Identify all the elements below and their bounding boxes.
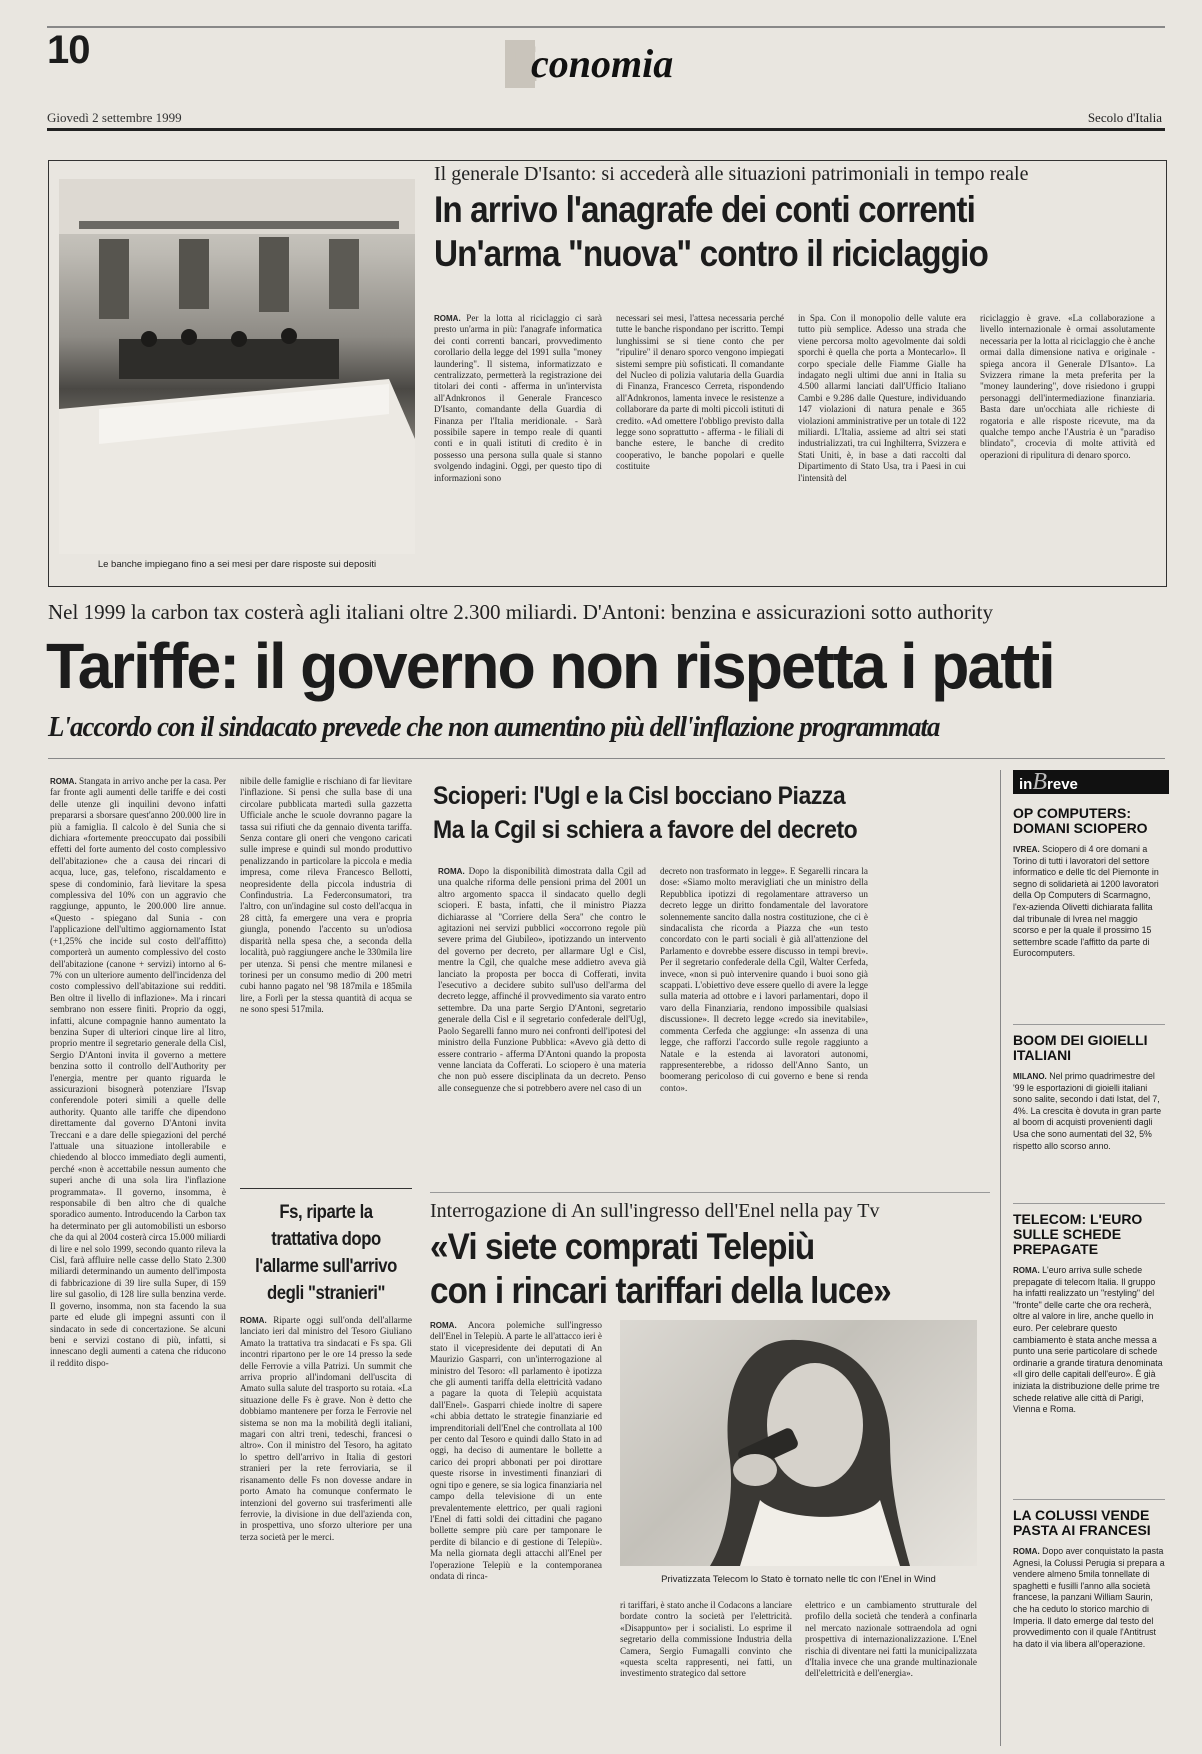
column-text: Stangata in arrivo anche per la casa. Per far fronte agli aumenti delle tariffe e dei costi delle utenze gli inquilini devono infatti prepararsi a sborsare quest'anno 200.000 lire in più a famiglia. Il calcolo è del Sunia che si dichiara «fortemente preoccupato dai possibili effetti del forte aumento del costo complessivo dell'abitazione» che a causa dei rincari di acqua, luce, gas, telefono, riscaldamento e spese di condominio, farà lievitare la spesa complessiva del 10% con un aggravio che raggiunge, appunto, le 200.000 lire annue. «Questo - spiegano dal Sunia - con l'applicazione dell'ultimo aggiornamento Istat (+1,25% che incide sul costo dell'affitto) comporterà un aumento complessivo del costo dell'abitazione (canone + servizi) intorno al 6-7% con un ulteriore aumento dell'incidenza del costo complessivo dell'abitazione sui redditi. Ben oltre il livello di inflazione». Ma i rincari sembrano non essere finiti. Proprio da oggi, infatti, alcune compagnie hanno aumentato la benzina Super di ulteriori cinque lire al litro, proprio mentre il segretario generale della Cisl, Sergio D'Antoni invita il governo a mettere benzina sotto il controllo dell'Authority per l'energia, mentre per quanto riguarda le assicurazioni bisognerà potenziare l'Isvap conferendole poteri simili a quelle delle authority. Quanto alle tariffe che dipendono direttamente dal governo D'Antoni invita Treccani e a dare delle spiegazioni del perché l'attuale una situazione intollerabile e chiedendo al blocco immediato degli aumenti, perché «non è accettabile nessun aumento che superi anche di una sola lira l'inflazione programmata». Il governo, insomma, è responsabile di ben altro che di qualche sporadico aumento. Introducendo la Carbon tax ha determinato per gli automobilisti un esborso che da qui al 2004 costerà circa 15.000 miliardi di lire e nel solo 1999, secondo quanto rileva la Cisl, farà affluire nelle casse dello Stato 2.300 miliardi determinando un aumento dell'imposta di fabbricazione di 39 lire sulla Super, di 159 lire sul gasolio, di 128 lire sulla benzina verde. Il governo, insomma, non sta facendo la sua parte ed elude gli impegni assunti con il sindacato in sede di concertazione. Se alcuni beni e servizi costano di più, infatti, si innescano degli aumenti a catena che riducono il reddito dispo-: [50, 776, 226, 1368]
label-rest: reve: [1047, 776, 1078, 793]
scioperi-headline-line2: Ma la Cgil si schiera a favore del decreto: [433, 816, 858, 844]
dateline: ROMA.: [240, 1316, 267, 1325]
brief-body: Nel primo quadrimestre del '99 le esportazioni di gioielli italiani sono salite, secondo i dati Istat, del 7, 4%. La crescita è dovuta in gran parte al boom di acquisti provenienti dagli Usa che sono aumentati del 32, 5% rispetto allo scorso anno.: [1013, 1071, 1162, 1151]
kicker: Nel 1999 la carbon tax costerà agli italiani oltre 2.300 miliardi. D'Antoni: benzina e assicurazioni sotto authority: [48, 600, 994, 624]
dateline: ROMA.: [50, 777, 77, 786]
brief-text: [1013, 1071, 1165, 1191]
masthead-rule: [47, 128, 1165, 131]
column-text: riciclaggio è grave. «La collaborazione a livello internazionale è ormai assolutamente necessaria per la lotta al riciclaggio che è anche ormai dalla dimensione nativa e originale - spiega ancora il Generale D'Isanto». La Svizzera rimane la meta preferita per la "money laundering", dove risiedono i gruppi personaggi dell'intermediazione finanziaria. Basta dare un'occhiata alle richieste di rogatoria e alle risposte ricevute, ma da qualche tempo anche l'Austria è un "paradiso blindato", crocevia di molte attività ed operazioni di ripulitura di denaro sporco.: [980, 313, 1155, 460]
column-text: elettrico e un cambiamento strutturale del profilo della società che tenderà a confinarla nel mercato nazionale sottraendola ad ogni prospettiva di internazionalizzazione. L'Enel rischia di diventare nei fatti la municipalizzata d'Italia invece che una grande multinazionale dell'elettricità e dell'energia».: [805, 1600, 977, 1679]
headline-line2: Un'arma "nuova" contro il riciclaggio: [434, 233, 988, 274]
column-text: nibile delle famiglie e rischiano di far lievitare l'inflazione. Si pensi che sulla base di una circolare pubblicata martedì sulla gazzetta Ufficiale anche le scuole dovranno pagare la tassa sui rifiuti che da gennaio diventa tariffa. Senza contare gli oneri che vengono caricati sulle imprese e quindi sul mondo produttivo penalizzando in particolare la piccola e media impresa, come rileva Francesco Bellotti, neopresidente della piccola industria di Confindustria. La Federconsumatori, tra l'altro, con un'indagine sul costo dell'acqua in 28 città, fa emergere una vera e propria giungla, ponendo l'accento su un'odiosa disparità nella spesa che, a seconda della località, può raggiungere anche le 330mila lire per utenza. Si pensi che mentre milanesi e torinesi per un consumo medio di 200 metri cubi hanno pagato nel '98 187mila e 185mila lire, a Forlì per la stessa quantità di acqua se ne sono spesi 517mila.: [240, 776, 412, 1015]
dateline: ROMA.: [438, 867, 465, 876]
top-rule: [47, 26, 1165, 28]
article-column: [438, 866, 646, 1176]
article-column: [616, 313, 784, 578]
headline-line1: In arrivo l'anagrafe dei conti correnti: [434, 189, 975, 230]
column-text: Riparte oggi sull'onda dell'allarme lanciato ieri dal ministro del Tesoro Giuliano Amato la trattativa tra sindacati e Fs spa. Gli incontri ripartono per le ore 14 presso la sede delle Ferrovie a villa Patrizi. Un summit che arriva proprio all'indomani dell'uscita di Amato sulla salute del trasporto su rotaia. «La situazione delle Fs è grave. Non è detto che dobbiamo mantenere per forza le Ferrovie nel sistema se non ma la mobilità degli italiani, magari con altri treni, tedeschi, francesi o altro». Con il ministro del Tesoro, ha agitato lo spettro dell'arrivo in Italia di gestori stranieri per la rete ferroviaria, se il risanamento delle Fs non dovesse andare in porto Amato ha comunque confermato le intenzioni del governo sui trasferimenti alle ferrovie, la divisione in due dell'azienda con, in prospettiva, uno sforzo ulteriore per una terza società per le merci.: [240, 1315, 412, 1542]
woman-on-phone-photo: [620, 1320, 977, 1566]
article-column: [240, 776, 412, 1066]
telepiu-headline-line2: con i rincari tariffari della luce»: [430, 1270, 891, 1311]
in-breve-sidebar: [1000, 770, 1169, 1746]
scioperi-headline-line1: Scioperi: l'Ugl e la Cisl bocciano Piazza: [433, 782, 846, 810]
article-column: [620, 1600, 792, 1745]
brief-title: LA COLUSSI VENDE PASTA AI FRANCESI: [1013, 1507, 1151, 1538]
brief-title: TELECOM: L'EURO SULLE SCHEDE PREPAGATE: [1013, 1211, 1143, 1257]
brief-title: BOOM DEI GIOIELLI ITALIANI: [1013, 1032, 1148, 1063]
kicker: Interrogazione di An sull'ingresso dell'Enel nella pay Tv: [430, 1200, 880, 1222]
label-initial: B: [1032, 769, 1048, 795]
in-breve-label: [1013, 770, 1169, 794]
main-headline: Tariffe: il governo non rispetta i patti: [46, 630, 1054, 702]
issue-date: Giovedì 2 settembre 1999: [47, 110, 182, 125]
brief-text: [1013, 1265, 1165, 1487]
column-text: decreto non trasformato in legge». E Segarelli rincara la dose: «Siamo molto meravigliati che un ministro della Repubblica ipotizzi di regolamentare attraverso un decreto legge un diritto fondamentale del lavoratore solennemente sancito dalla nostra costituzione, che ci è sindacalista che ricorda a Piazza che «un testo concordato con le parti sociali è già all'attenzione del Parlamento e dovrebbe essere discusso in tempi brevi». Per il segretario confederale della Cgil, Walter Cerfeda, invece, «non si può intervenire quando i buoi sono già scappati. L'obiettivo deve essere quello di avere la legge sulla materia ad ottobre e i lavori parlamentari, dopo il varo della Finanziaria, rendono impossibile qualsiasi discussione». Il decreto legge «credo sia inevitabile», commenta Cerfeda che aggiunge: «In assenza di una legge, che rafforzi l'accordo sulle regole raggiunto a Natale e la estenda ai lavoratori autonomi, rappresenterebbe, a ridosso dell'Anno Santo, un boomerang pericoloso di cui governo e bene si renda conto».: [660, 866, 868, 1093]
brief-text: [1013, 844, 1165, 1012]
brief-item: [1013, 1499, 1165, 1696]
subhead: L'accordo con il sindacato prevede che non aumentino più dell'inflazione programmata: [48, 712, 940, 743]
dateline: IVREA.: [1013, 845, 1040, 854]
article-column: [50, 776, 226, 1746]
dateline: ROMA.: [1013, 1266, 1040, 1275]
brief-title: OP COMPUTERS: DOMANI SCIOPERO: [1013, 805, 1148, 836]
section-initial: E: [505, 36, 539, 92]
article-column: [805, 1600, 977, 1745]
dateline: MILANO.: [1013, 1072, 1047, 1081]
bank-office-photo: [59, 179, 415, 554]
article-column: [430, 1320, 602, 1590]
label-prefix: in: [1019, 776, 1033, 793]
column-text: Dopo la disponibilità dimostrata dalla Cgil ad una qualche riforma delle pensioni prima del 2001 un altro argomento spacca il sindacato quello degli scioperi. E basta, infatti, che il ministro Piazza dichiarasse al "Corriere della Sera" che contro le agitazioni nei servizi pubblici «occorrono regole più severe prima del Giubileo», ipotizzando un intervento del governo per decreto, per allarmare Ugl e Cisl, mentre la Cgil, che qualche mese addietro aveva già lanciato la proposta per bocca di Cofferati, invita l'esecutivo a decidere subito sull'uso dell'arma del decreto legge, affinché il provvedimento sia varato entro settembre. Da una parte Sergio D'Antoni, segretario generale della Cisl e il segretario confederale dell'Ugl, Paolo Segarelli fanno muro nei confronti dell'ipotesi del ministro della Funzione Pubblica: «Avevo già detto di essere contrario - afferma D'Antoni quando la proposta venne lanciata da Cofferati. Lo sciopero è una materia che non può essere disciplinata da un decreto. Penso alle conseguenze che si potrebbero avere nel caso di un: [438, 866, 646, 1093]
article-column: [434, 313, 602, 578]
newspaper-name: Secolo d'Italia: [1087, 110, 1162, 125]
page-number: 10: [47, 28, 90, 72]
fs-article: [240, 1188, 412, 1679]
column-text: necessari sei mesi, l'attesa necessaria perché tutte le banche rispondano per iscritto. Tempi lunghissimi se si tiene conto che per "ripulire" il denaro sporco vengono impiegati sistemi sempre più sofisticati. Il comandante del Nucleo di polizia valutaria della Guardia di Finanza, Francesco Cerreta, rispondendo all'Adnkronos, lamenta invece le resistenze a collaborare da parte di molti piccoli istituti di credito. «Ad omettere l'obbligo previsto dalla legge sono soprattutto - afferma - le filiali di banche estere, le banche di credito cooperativo, le banche popolari e quelle costituite: [616, 313, 784, 472]
photo-caption: Le banche impiegano fino a sei mesi per dare risposte sui depositi: [97, 559, 377, 570]
brief-text: [1013, 1546, 1165, 1696]
column-text: ri tariffari, è stato anche il Codacons a lanciare bordate contro la società per l'elettricità. «Disappunto» per i socialisti. Lo esprime il segretario della commissione Industria della Camera, Sergio Fumagalli convinto che «questa scelta rappresenti, nei fatti, un investimento strategico dal settore: [620, 1600, 792, 1679]
brief-body: Sciopero di 4 ore domani a Torino di tutti i lavoratori del settore informatico e delle tlc del Piemonte in segno di solidarietà ai 1200 lavoratori della Op Computers di Scarmagno, l'ex-azienda Olivetti dichiarata fallita dal tribunale di Ivrea nel maggio scorso e per la quale il prossimo 15 settembre scade l'affitto da parte di Eurocomputers.: [1013, 844, 1159, 959]
kicker: Il generale D'Isanto: si accederà alle situazioni patrimoniali in tempo reale: [434, 163, 1029, 185]
article-column: [798, 313, 966, 578]
fs-headline: Fs, riparte la trattativa dopo l'allarme sull'arrivo degli "stranieri": [255, 1202, 397, 1304]
photo-caption: Privatizzata Telecom lo Stato è tornato nelle tlc con l'Enel in Wind: [661, 1574, 936, 1585]
article-anagrafe-box: [48, 160, 1167, 587]
dateline: ROMA.: [434, 314, 461, 323]
column-text: Per la lotta al riciclaggio ci sarà presto un'arma in più: l'anagrafe informatica dei conti correnti bancari, provvedimento corollario della legge del 1991 sulla "money laundering". Il sistema, informatizzato e centralizzato, permetterà la registrazione dei titolari dei conti - afferma in un'intervista all'Adnkronos il Generale Francesco D'Isanto, comandante della Guardia di Finanza per l'Italia meridionale. - Sarà possibile sapere in tempo reale di quanti conti e in quali istituti di credito è in possesso una persona sulla quale si stanno svolgendo indagini. Oggi, per questo tipo di informazioni sono: [434, 313, 603, 483]
column-text: Ancora polemiche sull'ingresso dell'Enel in Telepiù. A parte le all'attacco ieri è stato il vicepresidente dei deputati di An Maurizio Gasparri, con un'interrogazione al ministro del Tesoro: «Il parlamento è ipotizza che gli aumenti tariffa della elettricità vadano a pagare la quota di Telepiù acquistata dall'Enel». Gasparri chiede inoltre di sapere «chi abbia dettato le strategie finanziarie ed imprenditoriali dell'Enel che controllata al 100 per cento dal Tesoro e quindi dallo Stato in ad oggi, ha deciso di aumentare le bollette a carico dei propri abbonati per poi dirottare queste risorse in investimenti finanziari di ogni tipo e genere, se sia logica finanziaria nel campo della televisione di un ente prevalentemente elettrico, per quali ragioni l'Enel di fatti soldi dei cittadini che pagano bollette sempre più care per tamponare le perdite di bilancio e di gestione di Telepiù». Ma nella giornata degli attacchi all'Enel per l'operazione Telepiù e la contemporanea ondata di rinca-: [430, 1320, 602, 1581]
divider: [48, 758, 1165, 759]
dateline: ROMA.: [430, 1321, 457, 1330]
divider: [430, 1192, 990, 1193]
article-column: [660, 866, 868, 1176]
brief-item: [1013, 806, 1165, 1012]
article-column: [980, 313, 1155, 578]
column-text: in Spa. Con il monopolio delle valute era tutto più semplice. Adesso una strada che viene percorsa molto agevolmente dai soldi sporchi è quella che porta a Montecarlo». Il corpo speciale delle Fiamme Gialle ha indagato negli ultimi due anni in Italia su 4.500 allarmi lanciati dall'Ufficio Italiano Cambi e 9.286 dalle Questure, individuando 147 violazioni di natura penale e 365 violazioni amministrative per un totale di 122 miliardi. L'Italia, assieme ad altri sei stati industrializzati, tra cui Inghilterra, Svizzera e Stati Uniti, è, in base a dati raccolti dal Dipartimento di Stato Usa, tra i Paesi in cui l'intensità del: [798, 313, 966, 483]
brief-body: Dopo aver conquistato la pasta Agnesi, la Colussi Perugia si prepara a vendere almeno 5mila tonnellate di spaghetti e fusilli l'anno alla società francese, la panzani William Saurin, che ha ceduto lo storico marchio di Imperia. Il dato emerge dal testo del provvedimento con il quale l'Antitrust ha dato il via libera all'operazione.: [1013, 1546, 1165, 1649]
brief-item: [1013, 1203, 1165, 1487]
telepiu-headline-line1: «Vi siete comprati Telepiù: [430, 1226, 815, 1267]
brief-body: L'euro arriva sulle schede prepagate di telecom Italia. Il gruppo ha infatti realizzato un "restyling" del "fronte" delle carte che ora recherà, oltre al valore in lire, anche quello in euro. Per celebrare questo cambiamento è stata anche messa a punto una serie particolare di schede ordinarie a grande tiratura denominata «Il giro delle capitali dell'euro». È già iniziata la distribuzione delle prime tre schede relative alle città di Parigi, Vienna e Roma.: [1013, 1265, 1163, 1415]
section-title: [505, 36, 674, 92]
dateline: ROMA.: [1013, 1547, 1040, 1556]
brief-item: [1013, 1024, 1165, 1191]
section-rest: conomia: [531, 41, 674, 86]
article-column: [240, 1315, 412, 1637]
